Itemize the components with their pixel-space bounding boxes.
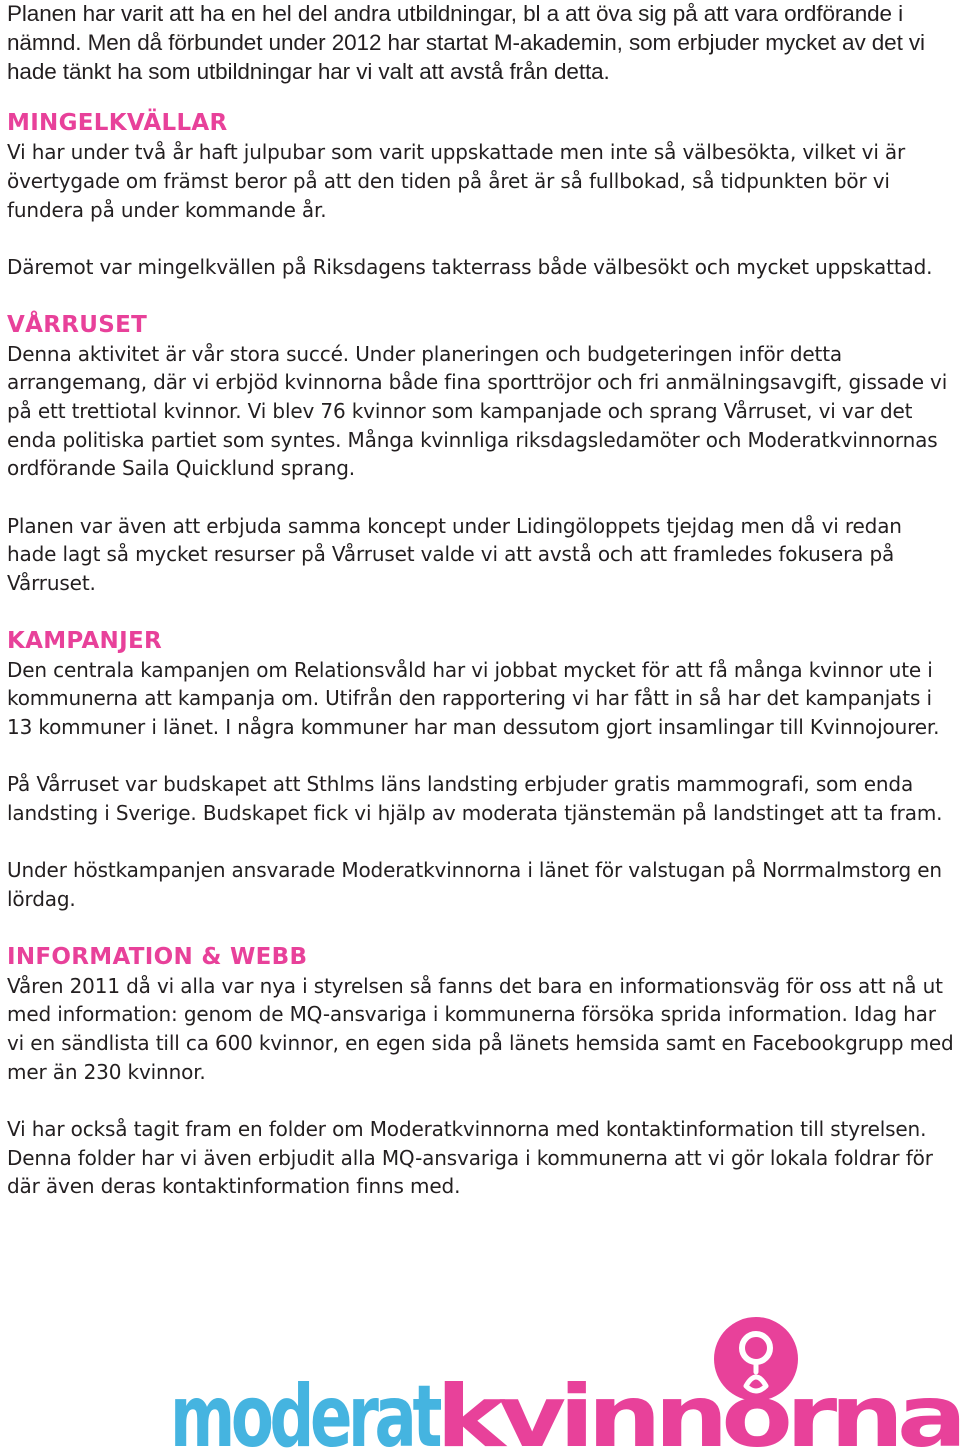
kampanjer-paragraph-3: Under höstkampanjen ansvarade Moderatkvinnorna i länet för valstugan på Norrmalmstorg en lördag. — [7, 858, 942, 912]
varruset-paragraph-2: Planen var även att erbjuda samma koncept under Lidingöloppets tjejdag men då vi redan hade lagt så mycket resurser på Vårruset valde vi att avstå och att framledes fokusera på Vårruset. — [7, 513, 902, 596]
heading-mingelkvallar: MINGELKVÄLLAR — [7, 110, 228, 137]
kampanjer-paragraph-2: På Vårruset var budskapet att Sthlms läns landsting erbjuder gratis mammografi, som enda landsting i Sverige. Budskapet fick vi hjälp av moderata tjänstemän på landstinget att ta fram. — [7, 772, 943, 826]
logo-wordmark-kvinnorna: kvinnorna — [436, 1367, 960, 1453]
varruset-paragraph-1: Denna aktivitet är vår stora succé. Under planeringen och budgeteringen inför detta arrangemang, där vi erbjöd kvinnorna både fina sporttröjor och fri anmälningsavgift, gissade vi på ett trettiotal kvinnor. Vi blev 76 kvinnor som kampanjade och sprang Vårruset, vi var det enda politiska partiet som syntes. Många kvinnliga riksdagsledamöter och Moderatkvinnornas ordförande Saila Quicklund sprang. — [7, 341, 948, 481]
info-paragraph-2: Vi har också tagit fram en folder om Moderatkvinnorna med kontaktinformation till styrelsen. Denna folder har vi även erbjudit alla MQ-ansvariga i kommunerna att vi gör lokala foldrar för där även deras kontaktinformation finns med. — [7, 1117, 933, 1199]
mingel-paragraph-1: Vi har under två år haft julpubar som varit uppskattade men inte så välbesökta, vilket vi är övertygade om främst beror på att den tiden på året är så fullbokad, så tidpunkten bör vi fundera på under kommande år. — [7, 140, 906, 222]
document-page — [7, 0, 957, 1201]
heading-varruset: VÅRRUSET — [7, 311, 148, 338]
moderatkvinnorna-logo — [168, 1316, 960, 1453]
info-paragraph-1: Våren 2011 då vi alla var nya i styrelsen så fanns det bara en informationsväg för oss att nå ut med information: genom de MQ-ansvariga i kommunerna försöka sprida information. Idag har vi en sändlista till ca 600 kvinnor, en egen sida på länets hemsida samt en Facebookgrupp med mer än 230 kvinnor. — [7, 973, 954, 1084]
logo-wordmark-moderat: moderat — [170, 1367, 442, 1453]
kampanjer-paragraph-1: Den centrala kampanjen om Relationsvåld har vi jobbat mycket för att få många kvinnor ute i kommunerna att kampanja om. Utifrån den rapportering vi har fått in så har det kampanjats i 13 kommuner i länet. I några kommuner har man dessutom gjort insamlingar till Kvinnojourer. — [7, 657, 940, 739]
heading-information-webb: INFORMATION & WEBB — [7, 943, 308, 970]
mingel-paragraph-2: Däremot var mingelkvällen på Riksdagens takterrass både välbesökt och mycket uppskattad. — [7, 255, 933, 280]
heading-kampanjer: KAMPANJER — [7, 627, 162, 654]
intro-paragraph: Planen har varit att ha en hel del andra utbildningar, bl a att öva sig på att vara ordförande i nämnd. Men då förbundet under 2012 har startat M-akademin, som erbjuder mycket av det vi hade tänkt ha som utbildningar har vi valt att avstå från detta. — [7, 1, 925, 84]
